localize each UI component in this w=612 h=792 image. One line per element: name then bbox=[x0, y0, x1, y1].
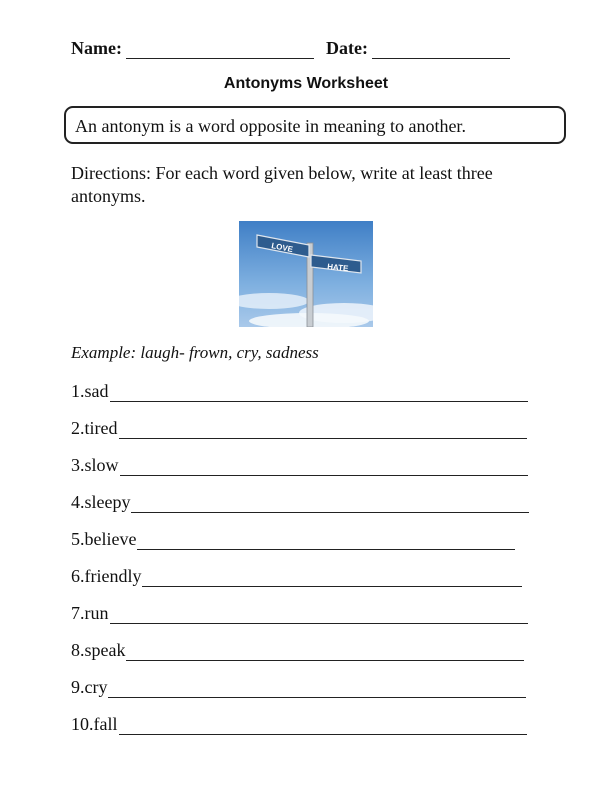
answer-line[interactable] bbox=[142, 570, 522, 587]
item-word: 6.friendly bbox=[71, 566, 142, 586]
list-item bbox=[71, 529, 515, 550]
definition-text: An antonym is a word opposite in meaning to another. bbox=[75, 116, 466, 136]
answer-line[interactable] bbox=[110, 607, 528, 624]
answer-line[interactable] bbox=[131, 496, 529, 513]
list-item bbox=[71, 566, 522, 587]
answer-line[interactable] bbox=[137, 533, 515, 550]
list-item bbox=[71, 603, 528, 624]
list-item bbox=[71, 677, 526, 698]
item-word: 5.believe bbox=[71, 529, 137, 549]
item-word: 1.sad bbox=[71, 381, 109, 401]
list-item bbox=[71, 492, 529, 513]
definition-box bbox=[64, 106, 566, 144]
date-label: Date: bbox=[325, 38, 368, 58]
list-item bbox=[71, 640, 524, 661]
list-item bbox=[71, 381, 528, 402]
list-item bbox=[71, 455, 528, 476]
item-word: 8.speak bbox=[71, 640, 126, 660]
list-item bbox=[71, 714, 527, 735]
answer-line[interactable] bbox=[120, 459, 528, 476]
answer-line[interactable] bbox=[119, 718, 527, 735]
directions-text: Directions: For each word given below, write at least three antonyms. bbox=[71, 163, 493, 206]
list-item bbox=[71, 418, 527, 439]
sign-hate-text: HATE bbox=[326, 262, 349, 274]
answer-line[interactable] bbox=[119, 422, 527, 439]
item-word: 2.tired bbox=[71, 418, 118, 438]
answer-line[interactable] bbox=[110, 385, 528, 402]
name-label: Name: bbox=[71, 38, 122, 58]
date-field[interactable] bbox=[372, 42, 510, 59]
item-word: 9.cry bbox=[71, 677, 108, 697]
worksheet-title: Antonyms Worksheet bbox=[223, 75, 389, 92]
sign-love-text: LOVE bbox=[270, 241, 294, 255]
example-text: Example: laugh- frown, cry, sadness bbox=[71, 343, 319, 362]
love-hate-sign-image bbox=[239, 221, 373, 327]
item-word: 7.run bbox=[71, 603, 109, 623]
name-field[interactable] bbox=[126, 42, 314, 59]
item-word: 3.slow bbox=[71, 455, 119, 475]
name-date-row bbox=[71, 38, 510, 59]
answer-line[interactable] bbox=[108, 681, 526, 698]
answer-line[interactable] bbox=[126, 644, 524, 661]
item-word: 4.sleepy bbox=[71, 492, 131, 512]
item-word: 10.fall bbox=[71, 714, 118, 734]
